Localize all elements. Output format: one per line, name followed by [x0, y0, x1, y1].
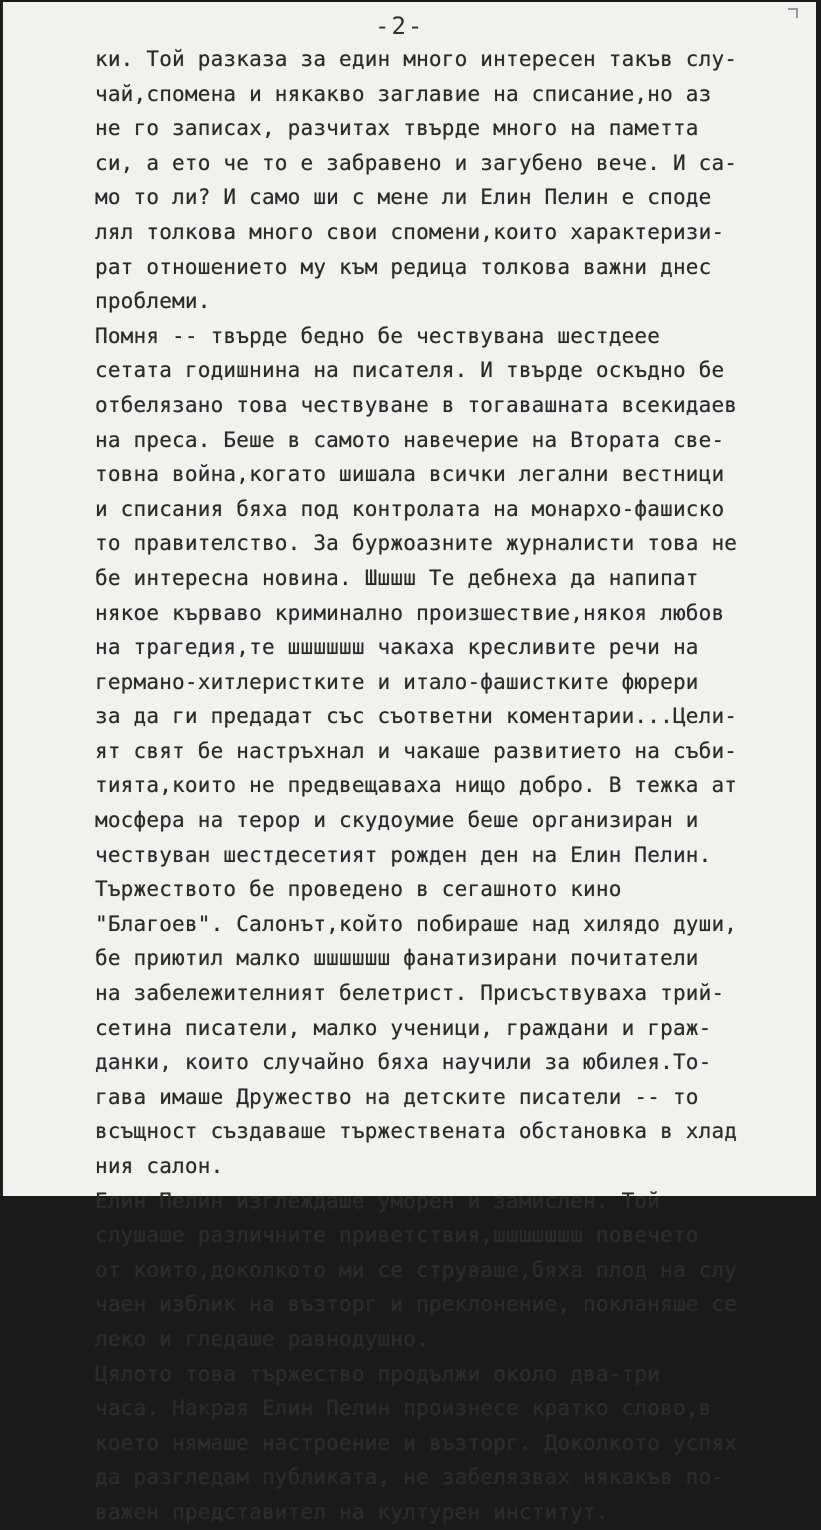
text-line: германо-хитлеристките и итало-фашистките фюрери: [95, 669, 699, 694]
text-line: сетата годишнина на писателя. И твърде оскъдно бе: [95, 358, 725, 383]
text-line: часа. Накрая Елин Пелин произнесе кратко слово,в: [95, 1396, 712, 1421]
text-line: ят свят бе настръхнал и чакаше развитието на съби-: [95, 738, 738, 763]
page-corner-mark: [788, 8, 798, 18]
typewritten-text: [95, 42, 813, 1530]
text-line: Цялото това тържество продължи около два-три: [95, 1361, 661, 1386]
document-page: [1, 2, 816, 1524]
text-line: за да ги предадат със съответни коментарии...Цели-: [95, 704, 738, 729]
page-number: -2-: [375, 12, 425, 40]
paragraph: [95, 872, 813, 1183]
text-line: то правителство. За буржоазните журналисти това не: [95, 531, 738, 556]
text-line: от които,доколкото ми се струваше,бяха плод на слу: [95, 1257, 738, 1282]
paragraph: [95, 319, 813, 873]
text-line: товна война,когато шишала всички легални вестници: [95, 462, 725, 487]
text-line: слушаше различните приветствия,шшшшшшш повечето: [95, 1223, 699, 1248]
text-line: тията,които не предвещаваха нищо добро. В тежка ат: [95, 773, 738, 798]
text-line: на забележителният белетрист. Присъствуваха трий-: [95, 981, 725, 1006]
paragraph: [95, 1357, 813, 1530]
text-line: мо то ли? И само ши с мене ли Елин Пелин е споде: [95, 185, 712, 210]
text-line: чествуван шестдесетият рожден ден на Елин Пелин.: [95, 842, 712, 867]
text-line: лял толкова много свои спомени,които характеризи-: [95, 219, 725, 244]
text-line: чаен изблик на възторг и преклонение, покланяше се: [95, 1292, 738, 1317]
text-line: леко и гледаше равнодушно.: [95, 1326, 429, 1351]
text-line: не го записах, разчитах твърде много на паметта: [95, 116, 699, 141]
text-line: проблеми.: [95, 289, 211, 314]
text-line: което нямаше настроение и възторг. Доколкото успях: [95, 1430, 738, 1455]
text-line: мосфера на терор и скудоумие беше организиран и: [95, 808, 699, 833]
paragraph: [95, 42, 813, 319]
text-line: бе интересна новина. Шшшш Те дебнеха да напипат: [95, 565, 699, 590]
text-line: Помня -- твърде бедно бе чествувана шестдеее: [95, 323, 661, 348]
text-line: Елин Пелин изглеждаше уморен и замислен. Той: [95, 1188, 661, 1213]
text-line: бе приютил малко шшшшшш фанатизирани почитатели: [95, 946, 699, 971]
paragraph: [95, 1184, 813, 1357]
text-line: отбелязано това чествуване в тогавашната всекидаев: [95, 392, 738, 417]
text-line: ки. Той разказа за един много интересен такъв слу-: [95, 47, 738, 71]
text-line: някое кърваво криминално произшествие,някоя любов: [95, 600, 725, 625]
text-line: чай,спомена и някакво заглавие на списание,но аз: [95, 81, 712, 106]
text-line: на трагедия,те шшшшшш чакаха кресливите речи на: [95, 635, 699, 660]
text-line: да разгледам публиката, не забелязвах някакъв по-: [95, 1465, 725, 1490]
text-line: важен представител на културен институт.: [95, 1499, 609, 1524]
text-line: Тържеството бе проведено в сегашното кино: [95, 877, 622, 902]
text-line: данки, които случайно бяха научили за юбилея.То-: [95, 1050, 712, 1075]
text-line: гава имаше Дружество на детските писатели -- то: [95, 1084, 699, 1109]
text-line: рат отношението му към редица толкова важни днес: [95, 254, 712, 279]
text-line: и списания бяха под контролата на монархо-фашиско: [95, 496, 725, 521]
text-line: "Благоев". Салонът,който побираше над хилядо души,: [95, 911, 738, 936]
text-line: си, а ето че то е забравено и загубено вече. И са-: [95, 150, 738, 175]
text-line: сетина писатели, малко ученици, граждани и граж-: [95, 1015, 712, 1040]
text-line: всъщност създаваше тържествената обстановка в хлад: [95, 1119, 738, 1144]
text-line: ния салон.: [95, 1154, 224, 1178]
text-line: на преса. Беше в самото навечерие на Втората све-: [95, 427, 725, 452]
